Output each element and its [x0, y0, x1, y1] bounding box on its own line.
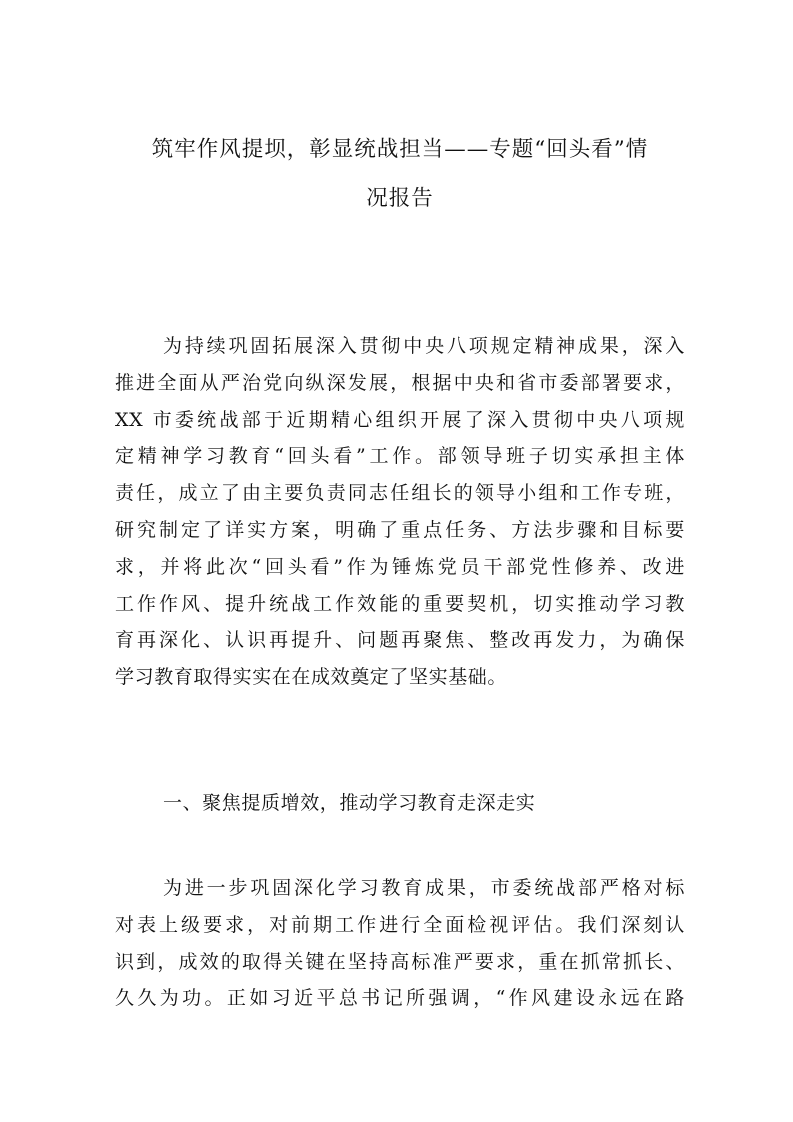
paragraph-line: 久久为功。正如习近平总书记所强调，“作风建设永远在路: [115, 987, 685, 1010]
paragraph-line: 定精神学习教育“回头看”工作。部领导班子切实承担主体: [115, 445, 685, 468]
paragraph-line: 学习教育取得实实在在成效奠定了坚实基础。: [115, 666, 508, 689]
title-line-2: 况报告: [366, 186, 434, 211]
title-line-1: 筑牢作风提坝，彰显统战担当——专题“回头看”情: [151, 137, 649, 162]
paragraph-line: 为持续巩固拓展深入贯彻中央八项规定精神成果，深入: [163, 335, 685, 357]
paragraph-line: 求，并将此次“回头看”作为锤炼党员干部党性修养、改进: [115, 555, 685, 578]
document-title: [115, 125, 685, 223]
paragraph-line: XX 市委统战部于近期精心组织开展了深入贯彻中央八项规: [115, 408, 685, 431]
paragraph-intro: [115, 328, 685, 696]
section-heading-text: 一、聚焦提质增效，推动学习教育走深走实: [163, 792, 536, 814]
paragraph-line: 推进全面从严治党向纵深发展，根据中央和省市委部署要求，: [115, 371, 685, 394]
paragraph-line: 育再深化、认识再提升、问题再聚焦、整改再发力，为确保: [115, 629, 685, 652]
paragraph-line: 为进一步巩固深化学习教育成果，市委统战部严格对标: [163, 877, 685, 899]
paragraph-line: 责任，成立了由主要负责同志任组长的领导小组和工作专班，: [115, 482, 685, 505]
paragraph-line: 工作作风、提升统战工作效能的重要契机，切实推动学习教: [115, 592, 685, 615]
section-heading: [115, 785, 685, 822]
paragraph-line: 对表上级要求，对前期工作进行全面检视评估。我们深刻认: [115, 913, 685, 936]
paragraph-line: 识到，成效的取得关键在坚持高标准严要求，重在抓常抓长、: [115, 950, 685, 973]
paragraph-section-1: [115, 870, 685, 1017]
paragraph-line: 研究制定了详实方案，明确了重点任务、方法步骤和目标要: [115, 518, 685, 541]
